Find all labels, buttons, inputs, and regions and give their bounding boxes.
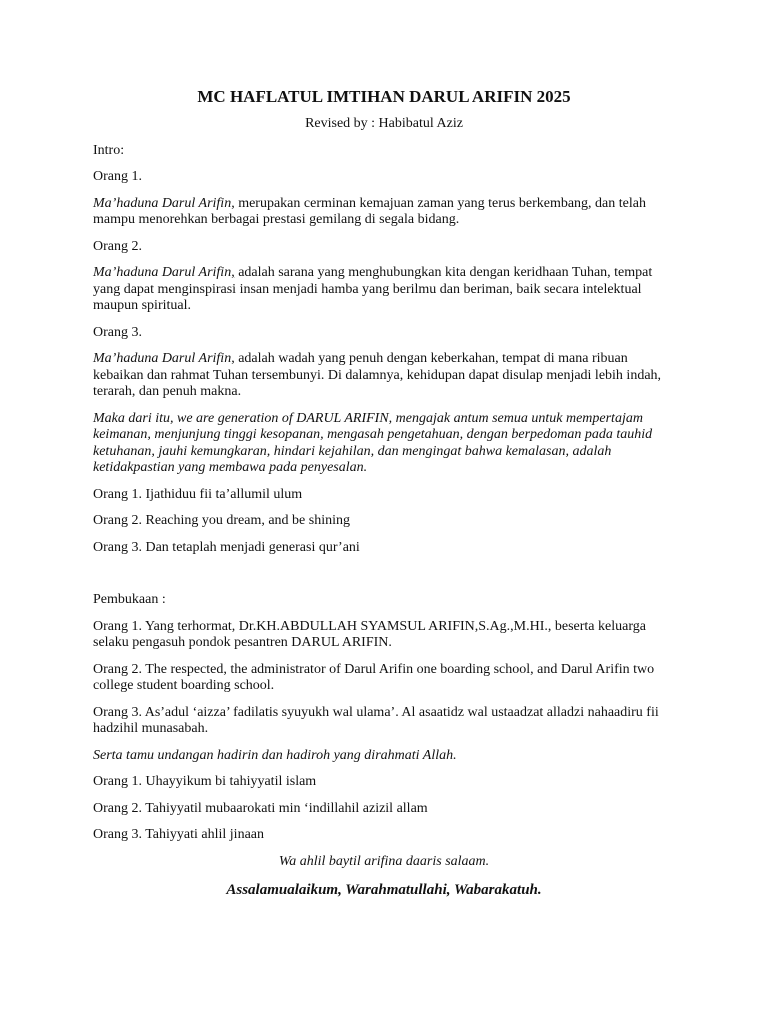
pembukaan-wa-ahlil: Wa ahlil baytil arifina daaris salaam. bbox=[278, 853, 490, 869]
document-subtitle: Revised by : Habibatul Aziz bbox=[305, 116, 463, 131]
document-title: MC HAFLATUL IMTIHAN DARUL ARIFIN 2025 bbox=[197, 87, 571, 106]
pembukaan-paragraph-1: Orang 1. Yang terhormat, Dr.KH.ABDULLAH SYAMSUL ARIFIN,S.Ag.,M.HI., beserta keluarga selaku pengasuh pondok pesantren DARUL ARIFIN. bbox=[93, 618, 646, 650]
intro-p1-rest: merupakan cerminan kemajuan zaman yang terus berkembang, dan telah mampu menorehkan berbagai prestasi gemilang di segala bidang. bbox=[93, 195, 646, 227]
intro-paragraph-3 bbox=[93, 351, 675, 401]
intro-heading: Intro: bbox=[93, 142, 125, 158]
pembukaan-paragraph-3: Orang 3. As’adul ‘aizza’ fadilatis syuyukh wal ulama’. Al asaatidz wal ustaadzat alladzi nahaadiru fii hadzihil munasabah. bbox=[93, 704, 659, 736]
intro-paragraph-2 bbox=[93, 265, 675, 315]
intro-p2-rest: adalah sarana yang menghubungkan kita dengan keridhaan Tuhan, tempat yang dapat menginspirasi insan menjadi hamba yang berilmu dan beriman, baik secara intelektual maupun spiritual. bbox=[93, 265, 653, 313]
intro-p2-comma: , bbox=[231, 265, 235, 280]
intro-p3-rest: , adalah wadah yang penuh dengan keberkahan, tempat di mana ribuan kebaikan dan rahmat Tuhan tersembunyi. Di dalamnya, kehidupan dapat disulap menjadi lebih indah, terarah, dan penuh makna. bbox=[93, 351, 662, 399]
document-page bbox=[93, 86, 675, 900]
pembukaan-paragraph-2: Orang 2. The respected, the administrator of Darul Arifin one boarding school, and Darul Arifin two college student boarding school. bbox=[93, 661, 655, 693]
pembukaan-greeting-3: Orang 3. Tahiyyati ahlil jinaan bbox=[93, 827, 264, 842]
intro-orang1-label: Orang 1. bbox=[93, 169, 142, 184]
pembukaan-heading: Pembukaan : bbox=[93, 592, 166, 607]
intro-orang3-label: Orang 3. bbox=[93, 324, 142, 340]
intro-line-3: Orang 3. Dan tetaplah menjadi generasi qur’ani bbox=[93, 539, 360, 555]
intro-maka-paragraph: Maka dari itu, we are generation of DARUL ARIFIN, mengajak antum semua untuk mempertajam keimanan, menjunjung tinggi kesopanan, mengasah pengetahuan, dengan berpedoman pada tauhid ketuhanan, jauhi kemungkaran, hindari kejahilan, dan mengingat bahwa kemalasan, adalah ketidakpastian yang membawa pada penyesalan. bbox=[93, 410, 653, 475]
intro-line-2: Orang 2. Reaching you dream, and be shining bbox=[93, 513, 350, 528]
intro-orang2-label: Orang 2. bbox=[93, 238, 142, 254]
pembukaan-greeting-1: Orang 1. Uhayyikum bi tahiyyatil islam bbox=[93, 774, 317, 789]
intro-p3-italic: Ma’haduna Darul Arifin bbox=[93, 351, 232, 366]
pembukaan-serta: Serta tamu undangan hadirin dan hadiroh yang dirahmati Allah. bbox=[93, 747, 457, 763]
intro-p1-comma: , bbox=[231, 195, 235, 211]
pembukaan-greeting-2: Orang 2. Tahiyyatil mubaarokati min ‘indillahil azizil allam bbox=[93, 800, 428, 816]
closing-salam: Assalamualaikum, Warahmatullahi, Wabarakatuh. bbox=[226, 882, 542, 898]
intro-paragraph-1 bbox=[93, 196, 675, 229]
intro-line-1: Orang 1. Ijathiduu fii ta’allumil ulum bbox=[93, 486, 303, 502]
intro-p1-italic: Ma’haduna Darul Arifin bbox=[93, 195, 232, 211]
intro-p2-italic: Ma’haduna Darul Arifin bbox=[93, 265, 232, 280]
section-spacer bbox=[93, 566, 675, 592]
